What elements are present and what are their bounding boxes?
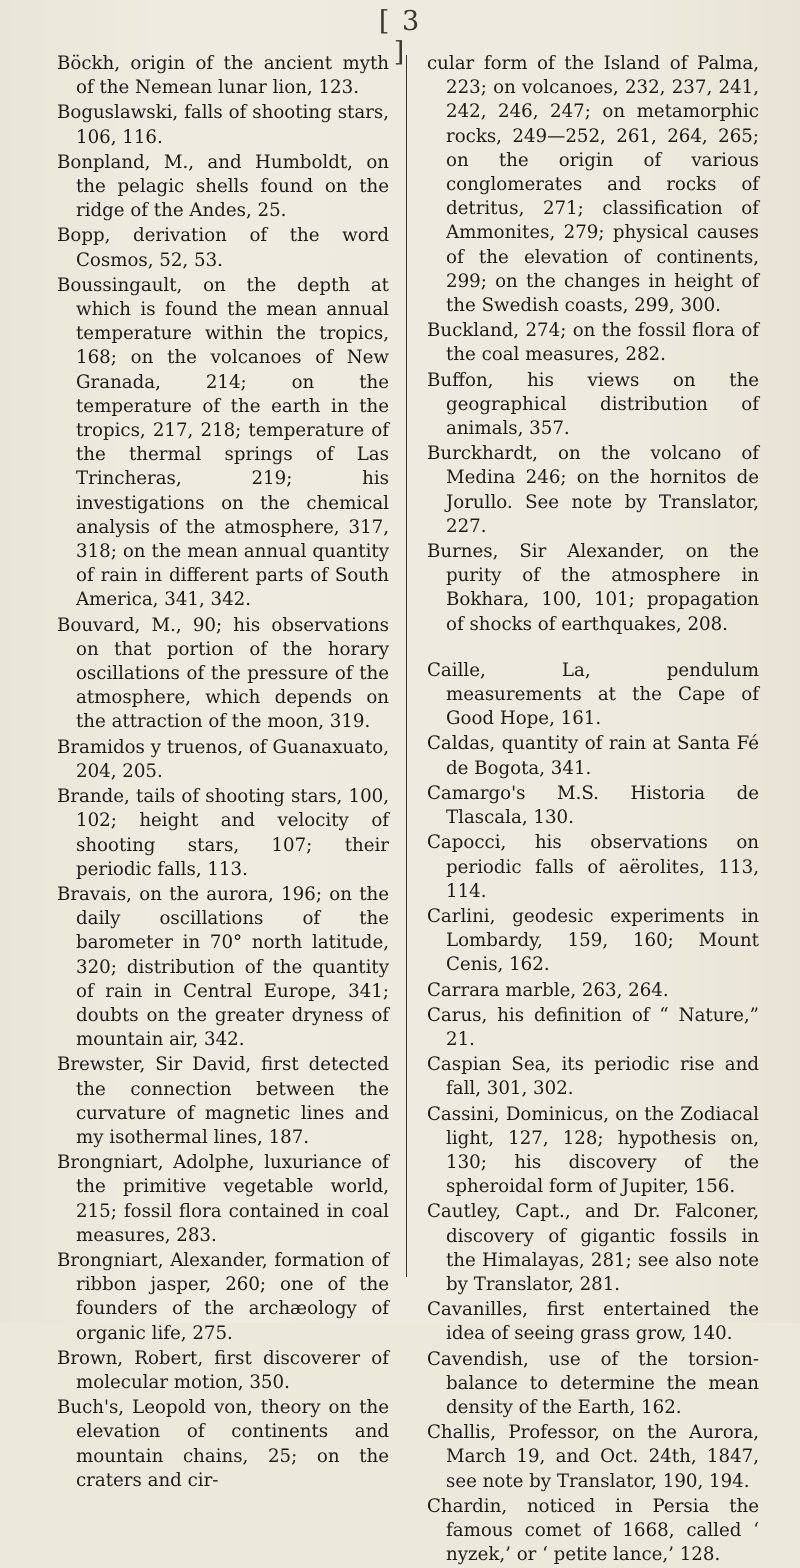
index-entry: Bouvard, M., 90; his observations on that portion of the horary oscillations of the pressure of the atmosphere, which depends on the attraction of the moon, 319. — [57, 614, 389, 733]
index-entry: Burnes, Sir Alexander, on the purity of the atmosphere in Bokhara, 100, 101; propagation of shocks of earthquakes, 208. — [427, 541, 759, 635]
page-number: [ 3 ] — [378, 6, 422, 68]
index-entry: Brande, tails of shooting stars, 100, 102; height and velocity of shooting stars, 107; their periodic falls, 113. — [57, 786, 389, 880]
index-entry: Carrara marble, 263, 264. — [427, 979, 669, 1001]
right-column — [427, 52, 759, 1568]
index-entry: Challis, Professor, on the Aurora, March 19, and Oct. 24th, 1847, see note by Translator, 190, 194. — [427, 1422, 759, 1492]
index-entry: Brewster, Sir David, first detected the connection between the curvature of magnetic lines and my isothermal lines, 187. — [57, 1054, 389, 1148]
index-entry: Capocci, his observations on periodic falls of aërolites, 113, 114. — [427, 832, 759, 902]
index-entry: Carus, his definition of “ Nature,” 21. — [427, 1004, 759, 1050]
index-entry-continuation: cular form of the Island of Palma, 223; on volcanoes, 232, 237, 241, 242, 246, 247; on metamorphic rocks, 249—252, 261, 264, 265; on the origin of various conglomerates and rocks of detritus, 271; classification of Ammonites, 279; physical causes of the elevation of continents, 299; on the changes in height of the Swedish coasts, 299, 300. — [427, 53, 759, 317]
index-entry: Caspian Sea, its periodic rise and fall, 301, 302. — [427, 1054, 759, 1100]
index-entry: Carlini, geodesic experiments in Lombardy, 159, 160; Mount Cenis, 162. — [427, 905, 759, 976]
index-entry: Brown, Robert, first discoverer of molecular motion, 350. — [57, 1347, 389, 1393]
index-entry: Brongniart, Alexander, formation of ribbon jasper, 260; one of the founders of the archæology of organic life, 275. — [57, 1249, 389, 1344]
index-entry: Caille, La, pendulum measurements at the Cape of Good Hope, 161. — [427, 659, 759, 730]
index-entry: Brongniart, Adolphe, luxuriance of the primitive vegetable world, 215; fossil flora contained in coal measures, 283. — [57, 1152, 389, 1246]
index-entry: Bravais, on the aurora, 196; on the daily oscillations of the barometer in 70° north latitude, 320; distribution of the quantity of rain in Central Europe, 341; doubts on the greater dryness of mountain air, 342. — [57, 883, 389, 1051]
index-entry: Boussingault, on the depth at which is found the mean annual temperature within the tropics, 168; on the volcanoes of New Granada, 214; on the temperature of the earth in the tropics, 217, 218; temperature of the thermal springs of Las Trincheras, 219; his investigations on the chemical analysis of the atmosphere, 317, 318; on the mean annual quantity of rain in different parts of South America, 341, 342. — [57, 274, 389, 611]
left-column — [57, 52, 389, 1494]
index-entry: Buckland, 274; on the fossil flora of the coal measures, 282. — [427, 320, 759, 366]
index-entry: Boguslawski, falls of shooting stars, 106, 116. — [57, 102, 389, 148]
index-entry: Cautley, Capt., and Dr. Falconer, discovery of gigantic fossils in the Himalayas, 281; see also note by Translator, 281. — [427, 1201, 759, 1295]
index-entry: Cassini, Dominicus, on the Zodiacal light, 127, 128; hypothesis on, 130; his discovery of the spheroidal form of Jupiter, 156. — [427, 1103, 759, 1198]
index-entry: Bramidos y truenos, of Guanaxuato, 204, 205. — [57, 736, 389, 782]
index-entry: Cavendish, use of the torsion-balance to determine the mean density of the Earth, 162. — [427, 1348, 759, 1418]
index-entry: Bopp, derivation of the word Cosmos, 52, 53. — [57, 225, 389, 271]
index-entry: Buffon, his views on the geographical distribution of animals, 357. — [427, 369, 759, 440]
column-divider — [406, 55, 407, 1277]
index-entry: Bonpland, M., and Humboldt, on the pelagic shells found on the ridge of the Andes, 25. — [57, 151, 389, 222]
index-entry: Cavanilles, first entertained the idea of seeing grass grow, 140. — [427, 1299, 759, 1345]
index-entry: Buch's, Leopold von, theory on the elevation of continents and mountain chains, 25; on the craters and cir- — [57, 1397, 389, 1491]
index-entry: Böckh, origin of the ancient myth of the Nemean lunar lion, 123. — [57, 53, 389, 99]
index-entry: Camargo's M.S. Historia de Tlascala, 130. — [427, 782, 759, 829]
index-entry: Chardin, noticed in Persia the famous comet of 1668, called ‘ nyzek,’ or ‘ petite lance,’ 128. — [427, 1495, 759, 1566]
index-entry: Burckhardt, on the volcano of Medina 246; on the hornitos de Jorullo. See note by Translator, 227. — [427, 443, 759, 537]
index-entry: Caldas, quantity of rain at Santa Fé de Bogota, 341. — [427, 733, 759, 779]
